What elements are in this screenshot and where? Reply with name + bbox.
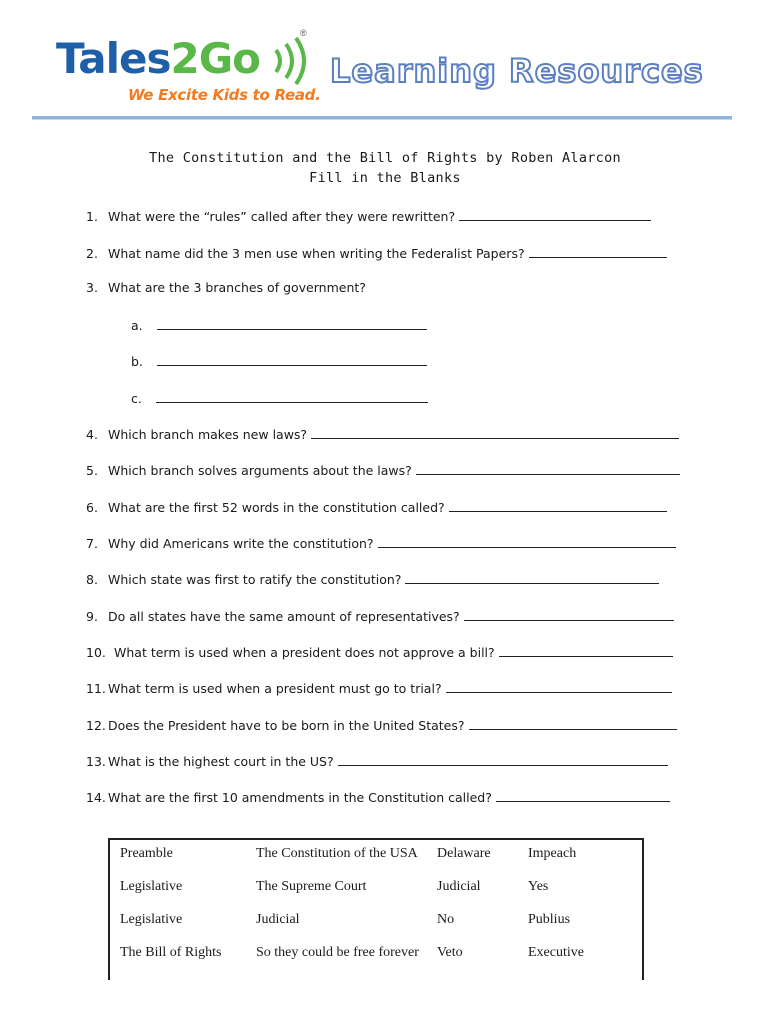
logo-tagline: We Excite Kids to Read. <box>128 86 321 104</box>
word-bank-cell: Judicial <box>256 912 300 927</box>
answer-blank[interactable] <box>469 716 677 730</box>
word-bank-cell: Yes <box>528 879 549 894</box>
sub-item-label: c. <box>131 391 142 406</box>
word-bank-cell: Executive <box>528 945 584 960</box>
question-6 <box>86 498 667 515</box>
header-divider-shadow <box>32 119 732 120</box>
question-7 <box>86 534 676 551</box>
word-bank-cell: Preamble <box>120 846 173 861</box>
question-text: What name did the 3 men use when writing the Federalist Papers? <box>108 246 525 261</box>
word-bank-cell: So they could be free forever <box>256 945 419 960</box>
question-text: Why did Americans write the constitution? <box>108 536 374 551</box>
branch-c <box>131 389 428 406</box>
question-text: What are the first 52 words in the constitution called? <box>108 500 445 515</box>
answer-blank[interactable] <box>157 352 427 366</box>
question-text: Which branch makes new laws? <box>108 427 308 442</box>
worksheet-title: The Constitution and the Bill of Rights by Roben Alarcon <box>149 150 621 166</box>
answer-blank[interactable] <box>156 389 428 403</box>
question-number: 10. <box>86 645 106 660</box>
question-number: 6. <box>86 500 98 515</box>
tales2go-logo <box>56 34 261 83</box>
answer-blank[interactable] <box>338 752 668 766</box>
word-bank-cell: The Constitution of the USA <box>256 846 418 861</box>
question-1 <box>86 207 651 224</box>
answer-blank[interactable] <box>459 207 651 221</box>
answer-blank[interactable] <box>378 534 676 548</box>
answer-blank[interactable] <box>311 425 679 439</box>
question-8 <box>86 570 659 587</box>
answer-blank[interactable] <box>499 643 673 657</box>
question-number: 12. <box>86 718 106 733</box>
question-text: Which state was first to ratify the constitution? <box>108 572 402 587</box>
question-number: 4. <box>86 427 98 442</box>
word-bank-cell: Delaware <box>437 846 491 861</box>
answer-blank[interactable] <box>416 461 680 475</box>
question-text: What is the highest court in the US? <box>108 754 334 769</box>
question-5 <box>86 461 680 478</box>
word-bank-cell: Judicial <box>437 879 481 894</box>
question-text: Does the President have to be born in the United States? <box>108 718 465 733</box>
branch-b <box>131 352 427 369</box>
answer-blank[interactable] <box>405 570 659 584</box>
word-bank-cell: Impeach <box>528 846 577 861</box>
question-number: 5. <box>86 463 98 478</box>
question-number: 8. <box>86 572 98 587</box>
word-bank-cell: No <box>437 912 455 927</box>
question-text: What term is used when a president must go to trial? <box>108 681 442 696</box>
question-text: What were the “rules” called after they were rewritten? <box>108 209 456 224</box>
word-bank-cell: Legislative <box>120 879 183 894</box>
logo-text-tales: Tales <box>56 34 171 83</box>
answer-blank[interactable] <box>157 316 427 330</box>
question-number: 13. <box>86 754 106 769</box>
question-text: What term is used when a president does not approve a bill? <box>114 645 495 660</box>
registered-mark: ® <box>300 28 307 38</box>
question-2 <box>86 244 667 261</box>
word-bank-cell: The Bill of Rights <box>120 945 222 960</box>
answer-blank[interactable] <box>496 788 670 802</box>
question-number: 2. <box>86 246 98 261</box>
worksheet-subtitle: Fill in the Blanks <box>309 170 461 186</box>
question-10 <box>86 643 673 660</box>
question-11 <box>86 679 672 696</box>
question-text: Do all states have the same amount of representatives? <box>108 609 460 624</box>
answer-blank[interactable] <box>529 244 667 258</box>
answer-blank[interactable] <box>449 498 667 512</box>
section-title: Learning Resources <box>330 52 704 90</box>
question-14 <box>86 788 670 805</box>
question-text: Which branch solves arguments about the laws? <box>108 463 412 478</box>
question-13 <box>86 752 668 769</box>
word-bank-cell: Publius <box>528 912 571 927</box>
word-bank-cell: Legislative <box>120 912 183 927</box>
question-number: 1. <box>86 209 98 224</box>
sub-item-label: a. <box>131 318 143 333</box>
question-12 <box>86 716 677 733</box>
question-number: 14. <box>86 790 106 805</box>
word-bank-cell: Veto <box>437 945 463 960</box>
question-number: 7. <box>86 536 98 551</box>
word-bank-cell: The Supreme Court <box>256 879 367 894</box>
question-number: 3. <box>86 280 98 295</box>
question-text: What are the 3 branches of government? <box>108 280 366 295</box>
question-number: 9. <box>86 609 98 624</box>
question-9 <box>86 607 674 624</box>
page-header <box>0 0 770 125</box>
word-bank <box>108 838 644 980</box>
question-4 <box>86 425 679 442</box>
question-number: 11. <box>86 681 106 696</box>
logo-text-2go: 2Go <box>170 34 261 83</box>
sound-waves-icon <box>270 30 320 92</box>
sub-item-label: b. <box>131 354 143 369</box>
question-text: What are the first 10 amendments in the Constitution called? <box>108 790 492 805</box>
branch-a <box>131 316 427 333</box>
answer-blank[interactable] <box>446 679 672 693</box>
answer-blank[interactable] <box>464 607 674 621</box>
question-3 <box>86 280 366 295</box>
